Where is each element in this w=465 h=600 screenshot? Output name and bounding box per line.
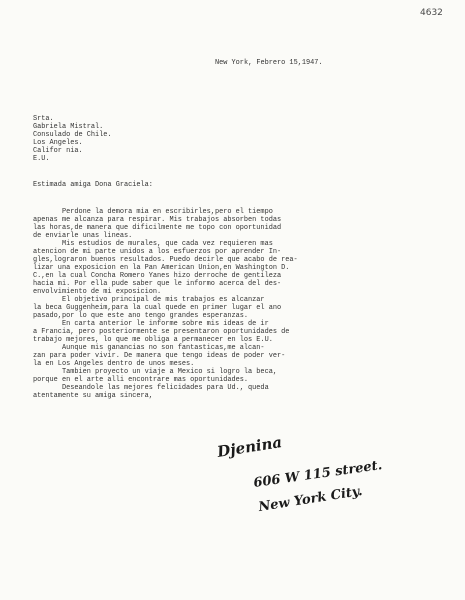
body-line: a Francia, pero posteriormente se presentaron oportunidades de	[33, 328, 290, 336]
address-line: Califor nia.	[33, 147, 83, 155]
body-line: Perdone la demora mia en escribirles,pero el tiempo	[33, 208, 273, 216]
address-line: Consulado de Chile.	[33, 131, 112, 139]
handwritten-address-line: 606 W 115 street.	[252, 458, 384, 491]
body-line: zan para poder vivir. De manera que tengo ideas de poder ver-	[33, 352, 286, 360]
address-line: Gabriela Mistral.	[33, 123, 104, 131]
body-line: gles,lograron buenos resultados. Puedo decirle que acabo de rea-	[33, 256, 298, 264]
address-line: Los Angeles.	[33, 139, 83, 147]
salutation: Estimada amiga Dona Graciela:	[33, 181, 153, 189]
date-line: New York, Febrero 15,1947.	[215, 59, 323, 67]
address-line: Srta.	[33, 115, 54, 123]
body-line: pasado,por lo que este ano tengo grandes esperanzas.	[33, 312, 249, 320]
body-line: Deseandole las mejores felicidades para Ud., queda	[33, 384, 269, 392]
handwritten-address-line: New York City.	[257, 483, 364, 516]
body-line: apenas me alcanza para respirar. Mis trabajos absorben todas	[33, 216, 282, 224]
body-line: Aunque mis ganancias no son fantasticas,me alcan-	[33, 344, 265, 352]
body-line: la en Los Angeles dentro de unos meses.	[33, 360, 195, 368]
body-line: las horas,de manera que dificilmente me topo con oportunidad	[33, 224, 282, 232]
recipient-address	[33, 115, 112, 163]
archive-number: 4632	[420, 8, 443, 18]
body-line: lizar una exposicion en la Pan American Union,en Washington D.	[33, 264, 290, 272]
letter-body	[33, 208, 298, 400]
body-line: Tambien proyecto un viaje a Mexico si logro la beca,	[33, 368, 277, 376]
body-line: atentamente su amiga sincera,	[33, 392, 153, 400]
body-line: atencion de mi parte unidos a los esfuerzos por aprender In-	[33, 248, 282, 256]
body-line: Mis estudios de murales, que cada vez requieren mas	[33, 240, 273, 248]
body-line: C.,en la cual Concha Romero Yanes hizo derroche de gentileza	[33, 272, 282, 280]
body-line: El objetivo principal de mis trabajos es alcanzar	[33, 296, 265, 304]
signature: Djenina	[215, 433, 284, 461]
address-line: E.U.	[33, 155, 50, 163]
body-line: envolvimiento de mi exposicion.	[33, 288, 162, 296]
body-line: trabajo mejores, lo que me obliga a permanecer en los E.U.	[33, 336, 273, 344]
body-line: porque en el arte alli encontrare mas oportunidades.	[33, 376, 249, 384]
body-line: En carta anterior le informe sobre mis ideas de ir	[33, 320, 269, 328]
body-line: de enviarle unas lineas.	[33, 232, 133, 240]
body-line: la beca Guggenheim,para la cual quede en primer lugar el ano	[33, 304, 282, 312]
body-line: hacia mi. Por ella pude saber que le informo acerca del des-	[33, 280, 282, 288]
